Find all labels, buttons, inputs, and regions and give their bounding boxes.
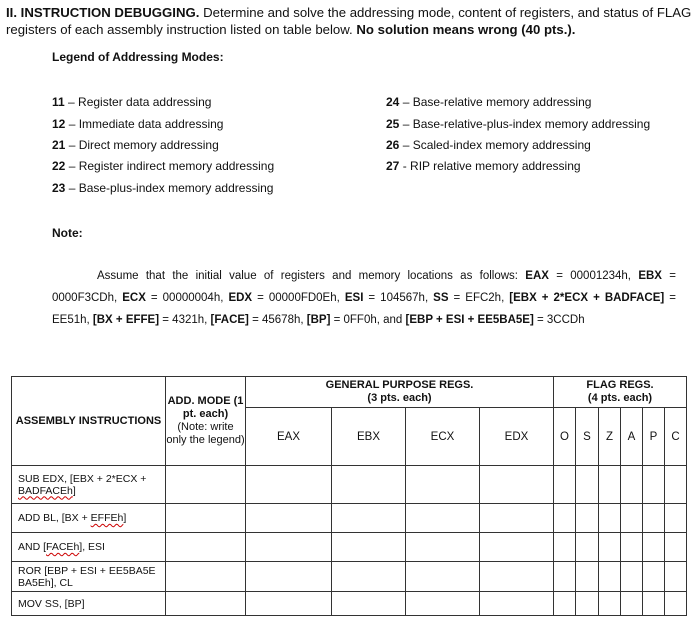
flag-c-cell[interactable]	[665, 592, 687, 616]
answer-table-wrapper	[11, 376, 687, 616]
flag-a-cell[interactable]	[621, 466, 643, 504]
table-row	[12, 533, 687, 562]
flag-z-cell[interactable]	[599, 533, 621, 562]
ebx-cell[interactable]	[332, 592, 406, 616]
legend-title: Legend of Addressing Modes:	[52, 50, 224, 64]
flag-s-cell[interactable]	[576, 562, 599, 592]
header-reg-ebx: EBX	[332, 408, 406, 466]
ebx-cell[interactable]	[332, 466, 406, 504]
instruction-cell: ROR [EBP + ESI + EE5BA5E BA5Eh], CL	[12, 562, 166, 592]
header-flag-regs: FLAG REGS. (4 pts. each)	[554, 377, 687, 408]
flag-c-cell[interactable]	[665, 533, 687, 562]
header-flag-o: O	[554, 408, 576, 466]
note-paragraph: Assume that the initial value of registers and memory locations as follows: EAX = 00001234h, EBX = 0000F3CDh, ECX = 00000004h, EDX = 00000FD0Eh, ESI = 104567h, SS = EFC2h, [EBX + 2*ECX + BADFACE] = EE51h, [BX + EFFE] = 4321h, [FACE] = 45678h, [BP] = 0FF0h, and [EBP + ESI + EE5BA5E] = 3CCDh	[52, 270, 676, 326]
legend-mode-21: 21 – Direct memory addressing	[52, 138, 219, 152]
eax-cell[interactable]	[246, 504, 332, 533]
instruction-cell: ADD BL, [BX + EFFEh]	[12, 504, 166, 533]
flag-o-cell[interactable]	[554, 562, 576, 592]
table-row	[12, 562, 687, 592]
flag-o-cell[interactable]	[554, 533, 576, 562]
heading-warning: No solution means wrong (40 pts.).	[356, 22, 576, 37]
flag-s-cell[interactable]	[576, 592, 599, 616]
header-general-purpose-regs: GENERAL PURPOSE REGS. (3 pts. each)	[246, 377, 554, 408]
header-reg-edx: EDX	[480, 408, 554, 466]
legend-mode-26: 26 – Scaled-index memory addressing	[386, 138, 591, 152]
note-title: Note:	[52, 226, 83, 240]
address-mode-cell[interactable]	[166, 533, 246, 562]
ebx-cell[interactable]	[332, 504, 406, 533]
instruction-cell: AND [FACEh], ESI	[12, 533, 166, 562]
eax-cell[interactable]	[246, 562, 332, 592]
flag-s-cell[interactable]	[576, 466, 599, 504]
flag-o-cell[interactable]	[554, 466, 576, 504]
flag-a-cell[interactable]	[621, 592, 643, 616]
flag-c-cell[interactable]	[665, 466, 687, 504]
flag-a-cell[interactable]	[621, 533, 643, 562]
flag-a-cell[interactable]	[621, 562, 643, 592]
ecx-cell[interactable]	[406, 504, 480, 533]
flag-p-cell[interactable]	[643, 533, 665, 562]
eax-cell[interactable]	[246, 466, 332, 504]
ebx-cell[interactable]	[332, 533, 406, 562]
flag-o-cell[interactable]	[554, 592, 576, 616]
flag-s-cell[interactable]	[576, 533, 599, 562]
header-flag-c: C	[665, 408, 687, 466]
flag-p-cell[interactable]	[643, 466, 665, 504]
flag-o-cell[interactable]	[554, 504, 576, 533]
table-row	[12, 504, 687, 533]
edx-cell[interactable]	[480, 592, 554, 616]
legend-mode-23: 23 – Base-plus-index memory addressing	[52, 181, 274, 195]
legend-mode-25: 25 – Base-relative-plus-index memory addressing	[386, 117, 651, 131]
eax-cell[interactable]	[246, 533, 332, 562]
header-flag-p: P	[643, 408, 665, 466]
address-mode-cell[interactable]	[166, 592, 246, 616]
flag-z-cell[interactable]	[599, 562, 621, 592]
flag-z-cell[interactable]	[599, 466, 621, 504]
header-flag-z: Z	[599, 408, 621, 466]
instruction-cell: SUB EDX, [EBX + 2*ECX + BADFACEh]	[12, 466, 166, 504]
flag-p-cell[interactable]	[643, 562, 665, 592]
ecx-cell[interactable]	[406, 466, 480, 504]
ebx-cell[interactable]	[332, 562, 406, 592]
flag-s-cell[interactable]	[576, 504, 599, 533]
note-intro: Assume that the initial value of registers and memory locations as follows:	[97, 270, 526, 282]
legend-mode-11: 11 – Register data addressing	[52, 95, 212, 109]
header-reg-eax: EAX	[246, 408, 332, 466]
edx-cell[interactable]	[480, 562, 554, 592]
flag-c-cell[interactable]	[665, 504, 687, 533]
ecx-cell[interactable]	[406, 562, 480, 592]
flag-z-cell[interactable]	[599, 504, 621, 533]
edx-cell[interactable]	[480, 466, 554, 504]
header-flag-s: S	[576, 408, 599, 466]
header-address-mode	[166, 377, 246, 466]
ecx-cell[interactable]	[406, 592, 480, 616]
legend-mode-27: 27 - RIP relative memory addressing	[386, 159, 581, 173]
address-mode-cell[interactable]	[166, 504, 246, 533]
flag-p-cell[interactable]	[643, 592, 665, 616]
ecx-cell[interactable]	[406, 533, 480, 562]
header-flag-a: A	[621, 408, 643, 466]
edx-cell[interactable]	[480, 504, 554, 533]
legend-mode-22: 22 – Register indirect memory addressing	[52, 159, 275, 173]
header-assembly-instructions: ASSEMBLY INSTRUCTIONS	[12, 377, 166, 466]
header-reg-ecx: ECX	[406, 408, 480, 466]
edx-cell[interactable]	[480, 533, 554, 562]
address-mode-cell[interactable]	[166, 466, 246, 504]
legend-mode-12: 12 – Immediate data addressing	[52, 117, 224, 131]
header-address-mode-title: ADD. MODE (1 pt. each)	[167, 395, 244, 420]
instruction-cell: MOV SS, [BP]	[12, 592, 166, 616]
header-address-mode-note: (Note: write only the legend)	[166, 421, 245, 446]
flag-a-cell[interactable]	[621, 504, 643, 533]
heading-text: Determine and solve the addressing mode, content of registers, and status of FLAG registers of each assembly instruction listed on table below.	[6, 5, 692, 37]
instruction-heading	[6, 4, 696, 38]
answer-table	[11, 376, 687, 616]
heading-title: II. INSTRUCTION DEBUGGING.	[6, 5, 200, 20]
flag-p-cell[interactable]	[643, 504, 665, 533]
table-row	[12, 466, 687, 504]
legend-mode-24: 24 – Base-relative memory addressing	[386, 95, 592, 109]
flag-z-cell[interactable]	[599, 592, 621, 616]
eax-cell[interactable]	[246, 592, 332, 616]
address-mode-cell[interactable]	[166, 562, 246, 592]
flag-c-cell[interactable]	[665, 562, 687, 592]
table-row	[12, 592, 687, 616]
